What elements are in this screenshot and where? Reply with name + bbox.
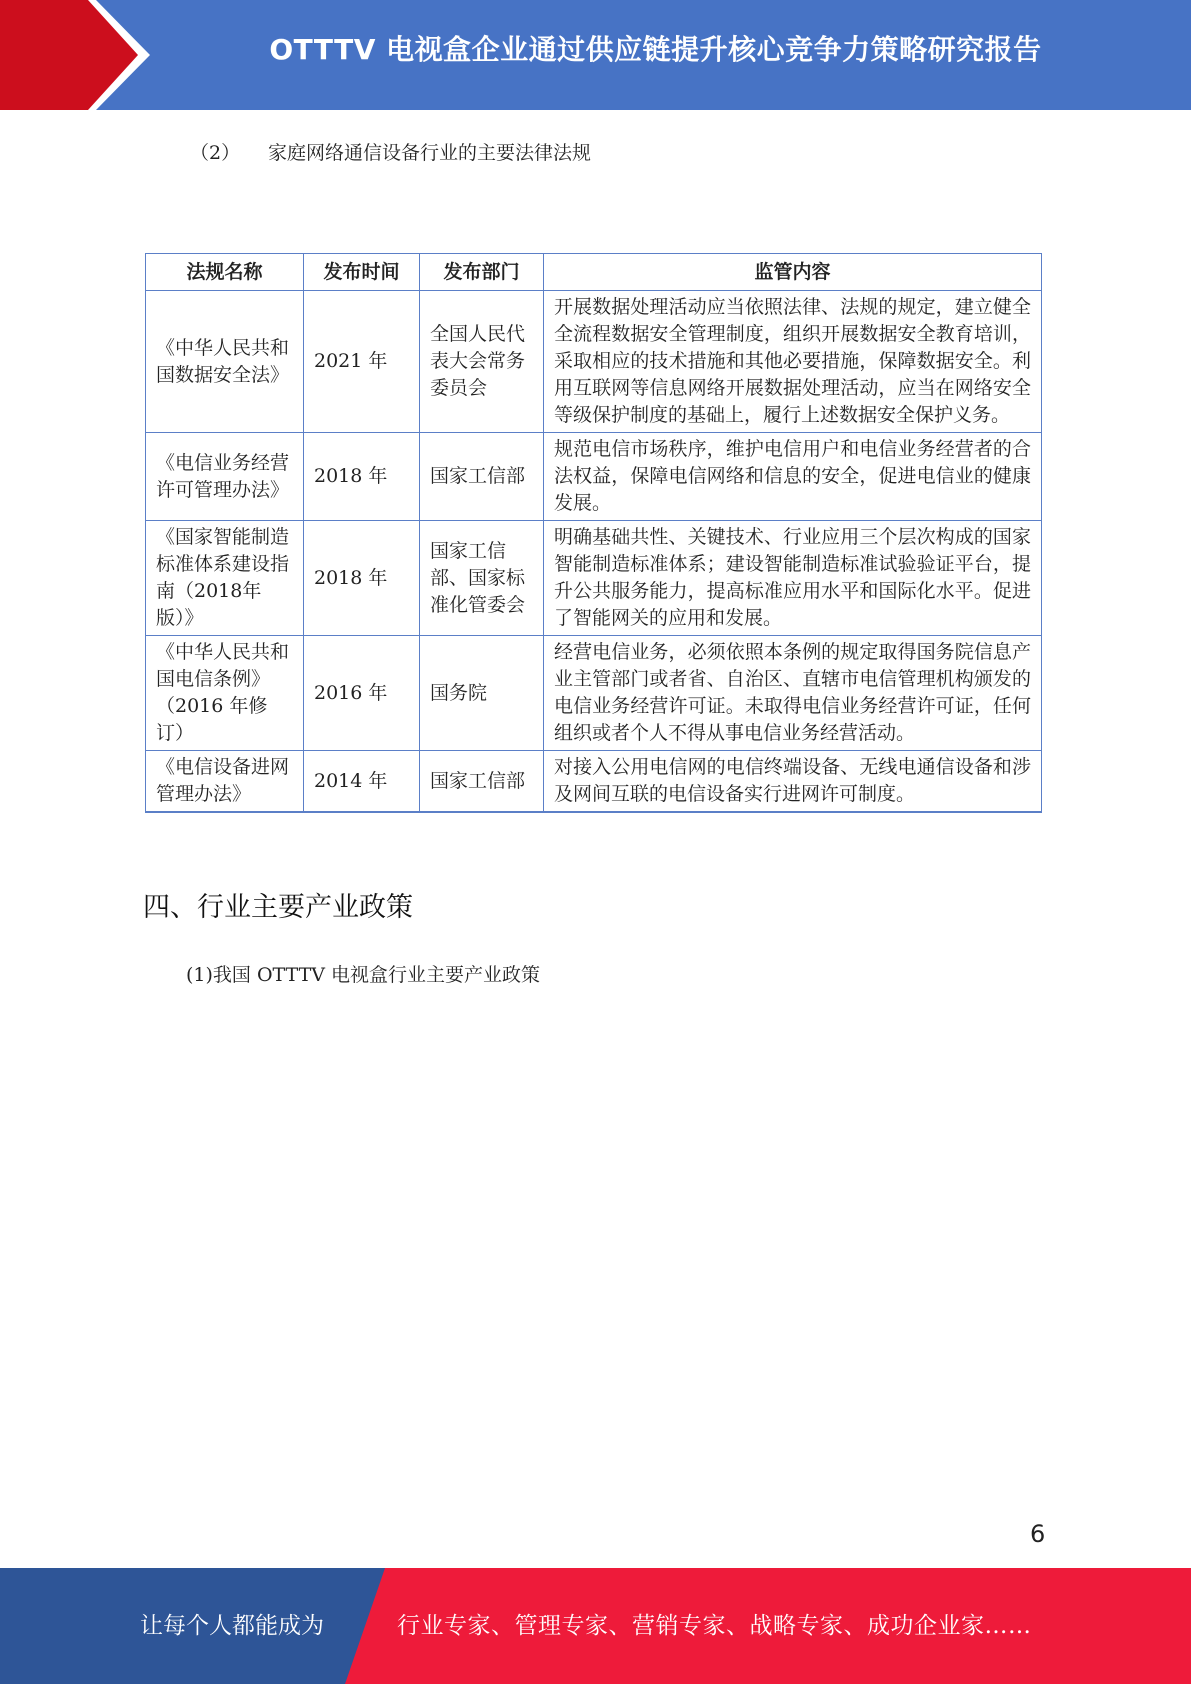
law-year: 2016 年 xyxy=(304,636,420,751)
column-header-dept: 发布部门 xyxy=(420,254,544,291)
page-number: 6 xyxy=(1030,1520,1046,1548)
table-row xyxy=(146,433,1042,521)
subheading-text: 家庭网络通信设备行业的主要法律法规 xyxy=(268,142,592,164)
column-header-year: 发布时间 xyxy=(304,254,420,291)
header-chevron-graphic xyxy=(0,0,160,110)
law-content: 规范电信市场秩序，维护电信用户和电信业务经营者的合法权益，保障电信网络和信息的安全，促进电信业的健康发展。 xyxy=(544,433,1042,521)
law-name: 《中华人民共和国数据安全法》 xyxy=(146,291,304,433)
law-dept: 国家工信部、国家标准化管委会 xyxy=(420,521,544,636)
subheading xyxy=(190,138,591,165)
law-dept: 全国人民代表大会常务委员会 xyxy=(420,291,544,433)
law-content: 开展数据处理活动应当依照法律、法规的规定，建立健全全流程数据安全管理制度，组织开展数据安全教育培训，采取相应的技术措施和其他必要措施，保障数据安全。利用互联网等信息网络开展数据处理活动，应当在网络安全等级保护制度的基础上，履行上述数据安全保护义务。 xyxy=(544,291,1042,433)
law-dept: 国家工信部 xyxy=(420,751,544,813)
section-heading: 四、行业主要产业政策 xyxy=(143,892,413,923)
regulations-table xyxy=(145,253,1042,813)
section-subheading: (1)我国 OTTTV 电视盒行业主要产业政策 xyxy=(186,964,541,986)
table-row xyxy=(146,291,1042,433)
law-content: 对接入公用电信网的电信终端设备、无线电通信设备和涉及网间互联的电信设备实行进网许可制度。 xyxy=(544,751,1042,813)
law-name: 《国家智能制造标准体系建设指南（2018年版）》 xyxy=(146,521,304,636)
law-year: 2014 年 xyxy=(304,751,420,813)
table-row xyxy=(146,751,1042,813)
column-header-name: 法规名称 xyxy=(146,254,304,291)
law-name: 《电信设备进网管理办法》 xyxy=(146,751,304,813)
law-content: 经营电信业务，必须依照本条例的规定取得国务院信息产业主管部门或者省、自治区、直辖市电信管理机构颁发的电信业务经营许可证。未取得电信业务经营许可证，任何组织或者个人不得从事电信业务经营活动。 xyxy=(544,636,1042,751)
law-year: 2021 年 xyxy=(304,291,420,433)
law-content: 明确基础共性、关键技术、行业应用三个层次构成的国家智能制造标准体系；建设智能制造标准试验验证平台，提升公共服务能力，提高标准应用水平和国际化水平。促进了智能网关的应用和发展。 xyxy=(544,521,1042,636)
law-dept: 国家工信部 xyxy=(420,433,544,521)
table-header-row xyxy=(146,254,1042,291)
page-header xyxy=(0,0,1191,110)
footer-slogan-left: 让每个人都能成为 xyxy=(140,1613,324,1639)
report-title: OTTTV 电视盒企业通过供应链提升核心竞争力策略研究报告 xyxy=(269,33,1042,66)
law-year: 2018 年 xyxy=(304,433,420,521)
column-header-content: 监管内容 xyxy=(544,254,1042,291)
law-name: 《电信业务经营许可管理办法》 xyxy=(146,433,304,521)
law-dept: 国务院 xyxy=(420,636,544,751)
law-year: 2018 年 xyxy=(304,521,420,636)
footer-slogan-right: 行业专家、管理专家、营销专家、战略专家、成功企业家…… xyxy=(397,1613,1032,1639)
table-row xyxy=(146,636,1042,751)
page-footer xyxy=(0,1568,1191,1684)
table-row xyxy=(146,521,1042,636)
law-name: 《中华人民共和国电信条例》（2016 年修订） xyxy=(146,636,304,751)
subheading-number: （2） xyxy=(190,142,241,164)
